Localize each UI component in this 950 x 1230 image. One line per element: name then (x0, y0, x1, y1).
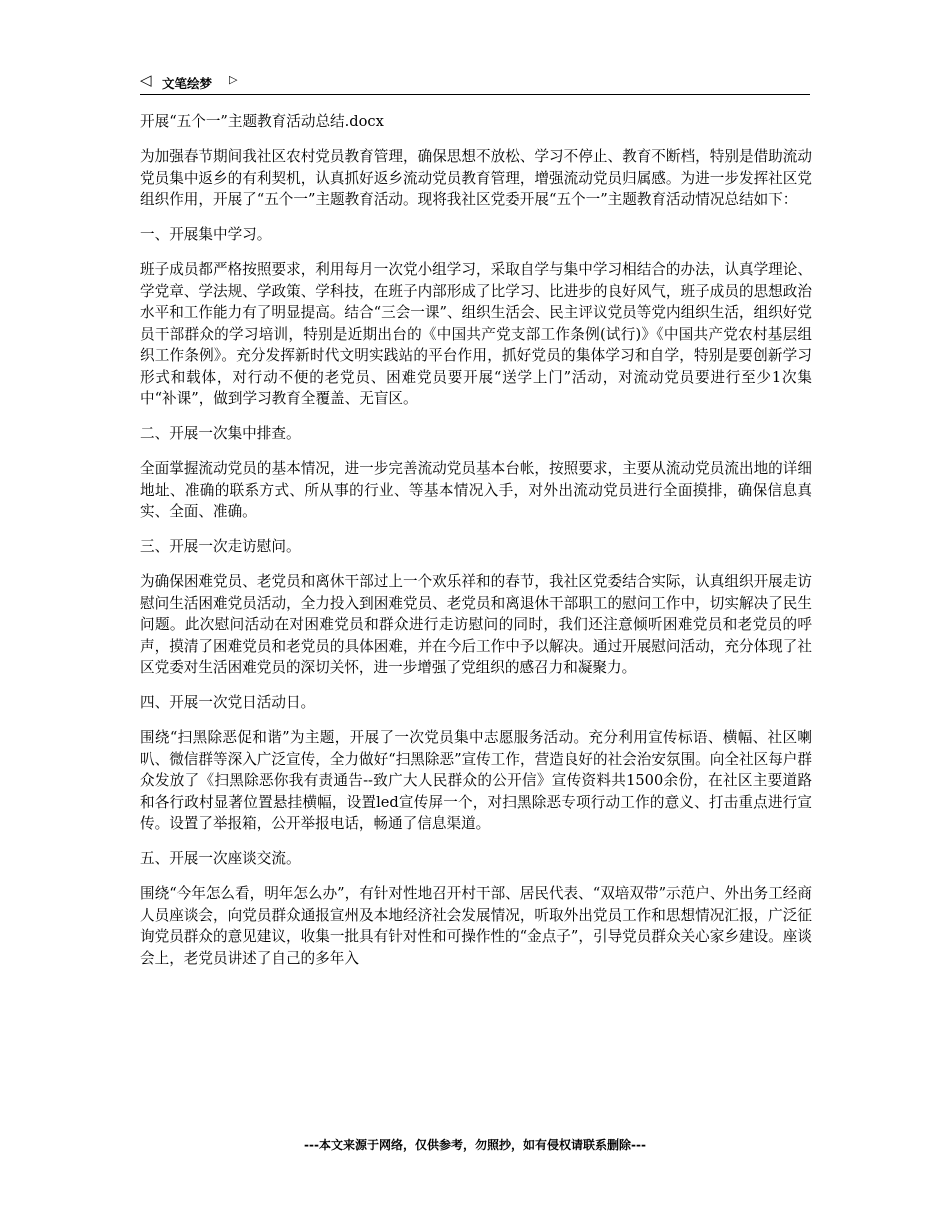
document-filename: 开展“五个一”主题教育活动总结.docx (140, 113, 384, 130)
section-heading-4: 四、开展一次党日活动日。 (140, 694, 316, 711)
paragraph-section-4: 围绕“扫黑除恶促和谐”为主题，开展了一次党员集中志愿服务活动。充分利用宣传标语、横幅、社区喇叭、微信群等深入广泛宣传，全力做好“扫黑除恶”宣传工作，营造良好的社会治安氛围。向全社区每户群众发放了《扫黑除恶你我有责通告--致广大人民群众的公开信》宣传资料共1500余份，在社区主要道路和各行政村显著位置悬挂横幅，设置led宣传屏一个，对扫黑除恶专项行动工作的意义、打击重点进行宣传。设置了举报箱，公开举报电话，畅通了信息渠道。 (140, 729, 812, 832)
paragraph-section-2: 全面掌握流动党员的基本情况，进一步完善流动党员基本台帐，按照要求，主要从流动党员流出地的详细地址、准确的联系方式、所从事的行业、等基本情况入手，对外出流动党员进行全面摸排，确保信息真实、全面、准确。 (140, 460, 812, 520)
page-footer-disclaimer: ---本文来源于网络，仅供参考，勿照抄，如有侵权请联系删除--- (304, 1138, 646, 1152)
section-heading-1: 一、开展集中学习。 (140, 226, 272, 243)
page-header (140, 70, 810, 95)
brand-name: 文笔绘梦 (162, 76, 213, 91)
brand-left-arrow-icon: ◁ (140, 71, 152, 89)
paragraph-section-3: 为确保困难党员、老党员和离休干部过上一个欢乐祥和的春节，我社区党委结合实际，认真组织开展走访慰问生活困难党员活动，全力投入到困难党员、老党员和离退休干部职工的慰问工作中，切实解决了民生问题。此次慰问活动在对困难党员和群众进行走访慰问的同时，我们还注意倾听困难党员和老党员的呼声，摸清了困难党员和老党员的具体困难，并在今后工作中予以解决。通过开展慰问活动，充分体现了社区党委对生活困难党员的深切关怀，进一步增强了党组织的感召力和凝聚力。 (140, 573, 812, 676)
section-heading-3: 三、开展一次走访慰问。 (140, 538, 301, 555)
brand-right-arrow-icon: ▷ (229, 73, 238, 86)
section-heading-2: 二、开展一次集中排查。 (140, 425, 301, 442)
section-heading-5: 五、开展一次座谈交流。 (140, 850, 301, 867)
paragraph-section-1: 班子成员都严格按照要求，利用每月一次党小组学习，采取自学与集中学习相结合的办法，认真学理论、学党章、学法规、学政策、学科技，在班子内部形成了比学习、比进步的良好风气，班子成员的思想政治水平和工作能力有了明显提高。结合“三会一课”、组织生活会、民主评议党员等党内组织生活，组织好党员干部群众的学习培训，特别是近期出台的《中国共产党支部工作条例(试行)》《中国共产党农村基层组织工作条例》。充分发挥新时代文明实践站的平台作用，抓好党员的集体学习和自学，特别是要创新学习形式和载体，对行动不便的老党员、困难党员要开展“送学上门”活动，对流动党员要进行至少1次集中“补课”，做到学习教育全覆盖、无盲区。 (140, 261, 812, 407)
document-body (140, 111, 812, 983)
paragraph-section-5: 围绕“今年怎么看，明年怎么办”，有针对性地召开村干部、居民代表、“双培双带”示范户、外出务工经商人员座谈会，向党员群众通报宣州及本地经济社会发展情况，听取外出党员工作和思想情况汇报，广泛征询党员群众的意见建议，收集一批具有针对性和可操作性的“金点子”，引导党员群众关心家乡建设。座谈会上，老党员讲述了自己的多年入 (140, 885, 812, 967)
paragraph-intro: 为加强春节期间我社区农村党员教育管理，确保思想不放松、学习不停止、教育不断档，特别是借助流动党员集中返乡的有利契机，认真抓好返乡流动党员教育管理，增强流动党员归属感。为进一步发挥社区党组织作用，开展了“五个一”主题教育活动。现将我社区党委开展“五个一”主题教育活动情况总结如下： (140, 148, 812, 208)
